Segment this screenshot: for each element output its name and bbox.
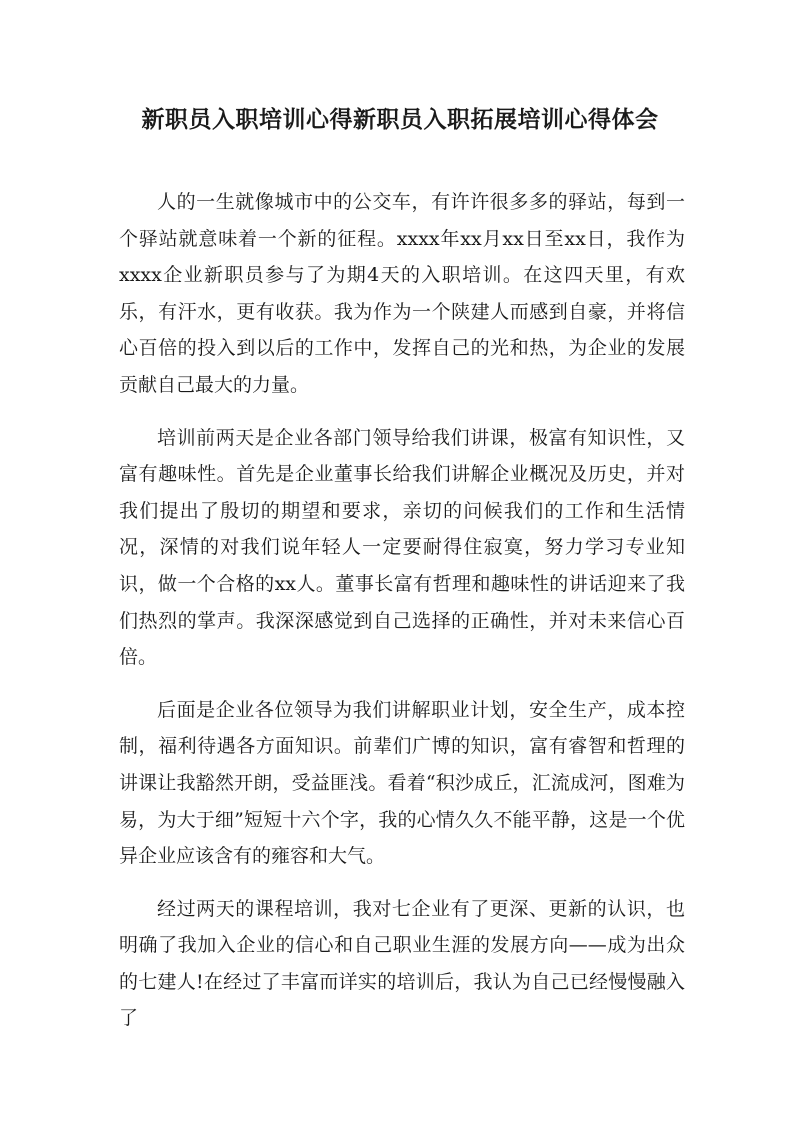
paragraph-4: 经过两天的课程培训，我对七企业有了更深、更新的认识，也明确了我加入企业的信心和自己职业生涯的发展方向——成为出众的七建人!在经过了丰富而详实的培训后，我认为自己已经慢慢融入了 [119, 897, 685, 1030]
paragraph-1: 人的一生就像城市中的公交车，有许许很多多的驿站，每到一个驿站就意味着一个新的征程。xxxx年xx月xx日至xx日，我作为xxxx企业新职员参与了为期4天的入职培训。在这四天里，有欢乐，有汗水，更有收获。我为作为一个陕建人而感到自豪，并将信心百倍的投入到以后的工作中，发挥自己的光和热，为企业的发展贡献自己最大的力量。 [119, 191, 685, 396]
paragraph-3: 后面是企业各位领导为我们讲解职业计划，安全生产，成本控制，福利待遇各方面知识。前辈们广博的知识，富有睿智和哲理的讲课让我豁然开朗，受益匪浅。看着“积沙成丘，汇流成河，图难为易，为大于细”短短十六个字，我的心情久久不能平静，这是一个优异企业应该含有的雍容和大气。 [119, 698, 685, 868]
paragraph-2: 培训前两天是企业各部门领导给我们讲课，极富有知识性，又富有趣味性。首先是企业董事长给我们讲解企业概况及历史，并对我们提出了殷切的期望和要求，亲切的问候我们的工作和生活情况，深情的对我们说年轻人一定要耐得住寂寞，努力学习专业知识，做一个合格的xx人。董事长富有哲理和趣味性的讲话迎来了我们热烈的掌声。我深深感觉到自己选择的正确性，并对未来信心百倍。 [119, 426, 685, 669]
document-title: 新职员入职培训心得新职员入职拓展培训心得体会 [141, 106, 659, 133]
document-body [119, 184, 685, 1053]
